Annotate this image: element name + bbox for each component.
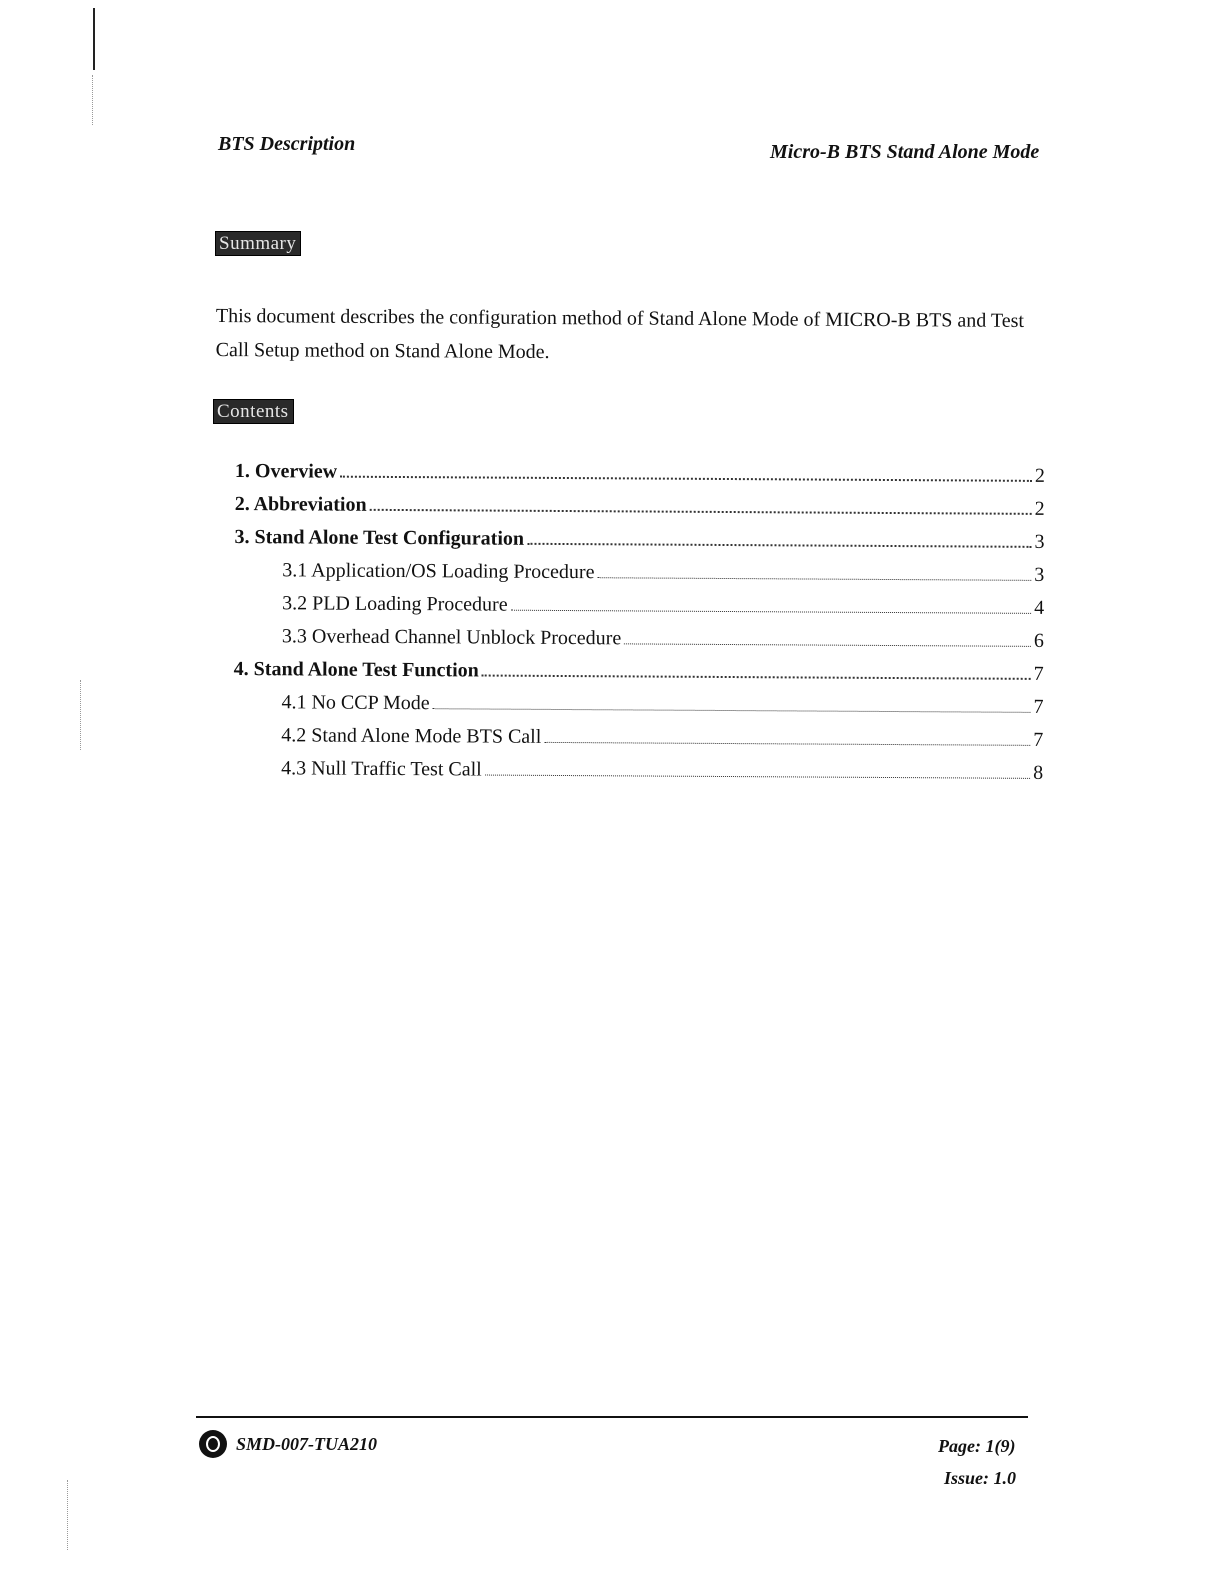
- toc-entry[interactable]: [233, 724, 1043, 762]
- scan-mark: [80, 680, 82, 750]
- document-id: SMD-007-TUA210: [236, 1434, 378, 1454]
- scan-mark: [92, 75, 94, 125]
- toc-entry-title: 4.3 Null Traffic Test Call: [281, 757, 482, 781]
- toc-entry-page: 7: [1033, 662, 1044, 685]
- toc-entry[interactable]: [234, 592, 1044, 630]
- toc-entry-title: 1. Overview: [234, 460, 338, 483]
- toc-entry-page: 6: [1033, 629, 1044, 652]
- toc-entry[interactable]: [235, 493, 1045, 531]
- toc-entry[interactable]: [233, 691, 1043, 729]
- table-of-contents: [233, 460, 1045, 795]
- toc-leader: [485, 774, 1030, 779]
- toc-leader: [544, 741, 1030, 746]
- summary-heading: Summary: [215, 231, 301, 256]
- issue-number: Issue: 1.0: [944, 1468, 1017, 1488]
- toc-leader: [527, 542, 1031, 548]
- toc-leader: [370, 508, 1032, 515]
- toc-leader: [511, 609, 1031, 614]
- toc-entry-page: 8: [1033, 761, 1044, 784]
- toc-entry[interactable]: [234, 658, 1044, 696]
- footer-divider: [196, 1416, 1028, 1418]
- toc-entry[interactable]: [234, 625, 1044, 663]
- toc-entry-page: 4: [1034, 596, 1045, 619]
- running-header-left: BTS Description: [218, 133, 356, 155]
- toc-entry-title: 4.2 Stand Alone Mode BTS Call: [281, 724, 542, 748]
- toc-entry[interactable]: [233, 757, 1043, 795]
- toc-entry-title: 3.2 PLD Loading Procedure: [282, 592, 508, 616]
- toc-entry-title: 4. Stand Alone Test Function: [233, 657, 479, 682]
- lg-logo-icon: [199, 1430, 227, 1458]
- toc-entry-page: 2: [1034, 497, 1045, 520]
- toc-entry-title: 4.1 No CCP Mode: [281, 691, 430, 715]
- scan-mark: [67, 1480, 69, 1550]
- toc-entry-title: 3.1 Application/OS Loading Procedure: [282, 559, 595, 584]
- toc-entry-page: 7: [1033, 728, 1044, 751]
- running-header-right: Micro-B BTS Stand Alone Mode: [770, 141, 1040, 163]
- page-number: Page: 1(9): [938, 1436, 1016, 1456]
- toc-entry-page: 3: [1034, 563, 1045, 586]
- toc-leader: [597, 576, 1031, 581]
- toc-leader: [433, 707, 1031, 713]
- toc-entry-title: 3.3 Overhead Channel Unblock Procedure: [281, 625, 622, 650]
- toc-entry[interactable]: [234, 526, 1044, 564]
- summary-paragraph: This document describes the configuration method of Stand Alone Mode of MICRO-B BTS and Test Call Setup method on Stand Alone Mode.: [215, 304, 1025, 364]
- contents-heading: Contents: [213, 399, 294, 424]
- toc-entry-page: 7: [1033, 695, 1044, 718]
- toc-leader: [482, 674, 1031, 680]
- toc-entry-page: 3: [1034, 530, 1045, 553]
- toc-entry[interactable]: [235, 460, 1045, 498]
- toc-leader: [340, 475, 1032, 482]
- toc-entry-page: 2: [1034, 464, 1045, 487]
- scan-mark: [93, 8, 95, 70]
- toc-entry-title: 2. Abbreviation: [234, 492, 367, 516]
- toc-leader: [624, 642, 1031, 646]
- toc-entry[interactable]: [234, 559, 1044, 597]
- toc-entry-title: 3. Stand Alone Test Configuration: [234, 525, 525, 550]
